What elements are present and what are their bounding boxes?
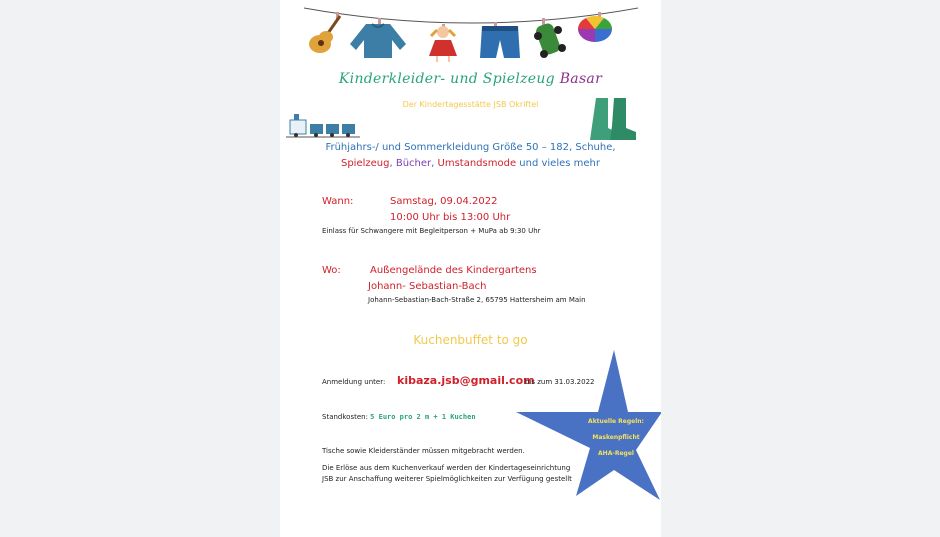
rain-boots-icon (588, 96, 638, 142)
flyer-page (280, 0, 661, 537)
where-label: Wo: (322, 265, 341, 276)
costs-label: Standkosten: (322, 413, 368, 421)
title-main: Kinderkleider- und Spielzeug (338, 71, 555, 87)
registration-label: Anmeldung unter: (322, 378, 386, 386)
star-rules-title: Aktuelle Regeln: (588, 418, 644, 425)
costs-text (322, 413, 476, 421)
note-line-3: JSB zur Anschaffung weiterer Spielmöglichkeiten zur Verfügung gestellt (322, 475, 572, 483)
flyer-title (280, 71, 661, 87)
doll-icon (423, 24, 463, 62)
item-spielzeug: Spielzeug (340, 158, 390, 169)
registration-email[interactable]: kibaza.jsb@gmail.com (397, 374, 535, 387)
toy-car-icon (530, 16, 568, 66)
note-line-2: Die Erlöse aus dem Kuchenverkauf werden der Kindertageseinrichtung (322, 464, 571, 472)
when-note: Einlass für Schwangere mit Begleitperson + MuPa ab 9:30 Uhr (322, 227, 541, 235)
items-line-2 (280, 156, 661, 172)
items-rest: und vieles mehr (516, 158, 600, 169)
where-address: Johann-Sebastian-Bach-Straße 2, 65795 Hattersheim am Main (368, 296, 586, 304)
costs-value: 5 Euro pro 2 m + 1 Kuchen (370, 413, 476, 421)
item-buecher: Bücher (395, 158, 432, 169)
note-line-1: Tische sowie Kleiderständer müssen mitgebracht werden. (322, 447, 525, 455)
star-rule-mask: Maskenpflicht (592, 434, 640, 441)
sweater-icon (348, 20, 408, 60)
where-place-1: Außengelände des Kindergartens (370, 265, 537, 276)
item-umstandsmode: Umstandsmode (437, 158, 517, 169)
registration-deadline: bis zum 31.03.2022 (525, 378, 595, 386)
shorts-icon (478, 22, 522, 62)
title-accent: Basar (559, 71, 603, 87)
ball-icon (576, 14, 614, 44)
star-rule-aha: AHA-Regel (598, 450, 634, 457)
when-time: 10:00 Uhr bis 13:00 Uhr (390, 212, 511, 223)
items-line-1: Frühjahrs-/ und Sommerkleidung Größe 50 – 182, Schuhe, (325, 142, 616, 153)
train-icon (286, 112, 360, 140)
items-sep-1: , (389, 158, 396, 169)
items-sep-2: , (431, 158, 438, 169)
guitar-icon (306, 14, 344, 56)
cake-buffet: Kuchenbuffet to go (413, 333, 528, 347)
when-date: Samstag, 09.04.2022 (390, 196, 498, 207)
where-place-2: Johann- Sebastian-Bach (368, 281, 487, 292)
flyer-subtitle: Der Kindertagesstätte JSB Okriftel (402, 100, 539, 109)
items-text (280, 140, 661, 172)
when-label: Wann: (322, 196, 354, 207)
